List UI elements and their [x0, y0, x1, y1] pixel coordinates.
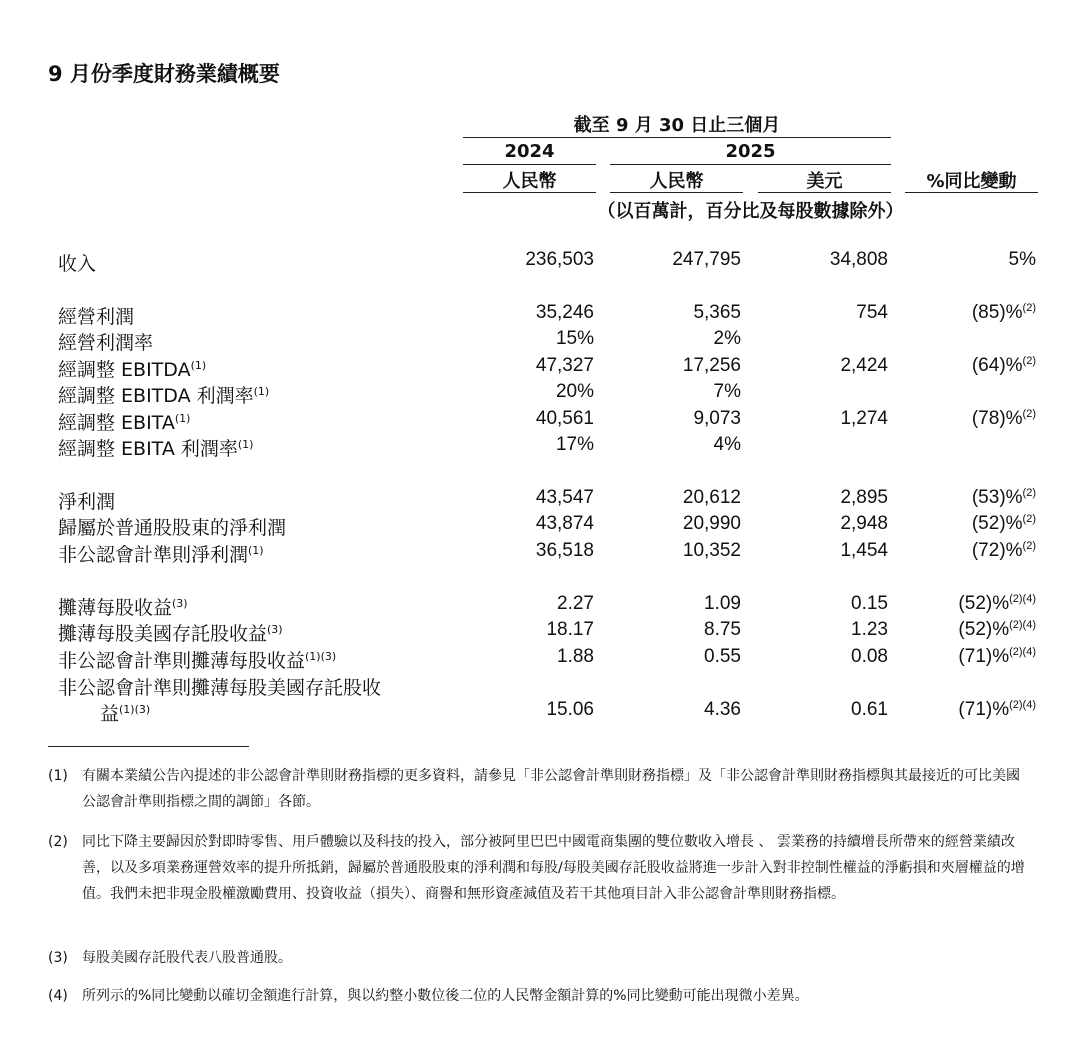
value-2025-usd: 754 [856, 302, 888, 323]
value-2024: 18.17 [546, 619, 594, 640]
footnote-text: 每股美國存託股代表八股普通股。 [82, 950, 292, 966]
page-title: 9 月份季度財務業績概要 [48, 62, 280, 86]
value-2025-rmb: 8.75 [704, 619, 741, 640]
value-2024: 47,327 [535, 355, 594, 376]
yoy-footnote-ref: (2)(4) [1009, 619, 1036, 631]
yoy-footnote-ref: (2)(4) [1009, 699, 1036, 711]
row-label: 淨利潤 [58, 491, 116, 513]
yoy-footnote-ref: (2) [1022, 487, 1036, 499]
value-2024: 35,246 [535, 302, 594, 323]
row-label-footnote-ref: (1) [253, 385, 270, 398]
value-2025-usd: 0.08 [851, 646, 888, 667]
value-2024: 15% [555, 328, 594, 349]
value-2024: 20% [555, 381, 594, 402]
row-label: 攤薄每股美國存託股收益$^{(3)}$ [58, 623, 283, 645]
table-row [0, 646, 1067, 672]
value-2024: 43,547 [535, 487, 594, 508]
row-label: 經營利潤 [58, 306, 135, 328]
yoy-footnote-ref: (2) [1022, 302, 1036, 314]
row-label-footnote-ref: (1)(3) [305, 650, 337, 663]
value-2024: 43,874 [535, 513, 594, 534]
row-label-footnote-ref: (1)(3) [119, 703, 151, 716]
value-2024: 17% [555, 434, 594, 455]
currency-2025-usd-header: 美元 [806, 171, 843, 192]
value-2024: 2.27 [557, 593, 594, 614]
table-row [0, 408, 1067, 434]
row-label: 歸屬於普通股股東的淨利潤 [58, 517, 287, 539]
row-label-footnote-ref: (1) [248, 544, 264, 557]
footnote-number: (1) [48, 768, 68, 784]
value-yoy: (53)%$^{(2)}$ [971, 487, 1036, 508]
row-label: 收入 [58, 253, 97, 275]
footnote-text: 同比下降主要歸因於對即時零售、用戶體驗以及科技的投入，部分被阿里巴巴中國電商集團的雙位數收入增長 、 雲業務的持續增長所帶來的經營業績改善，以及多項業務運營效率的提升所抵銷，歸屬於普通股股東的淨利潤和每股/每股美國存託股收益將進一步計入對非控制性權益的淨虧損和夾層權益的增值。我們未把非現金股權激勵費用、投資收益（損失）、商譽和無形資產減值及若干其他項目計入非公認會計準則財務指標。 [82, 834, 1025, 902]
period-header: 截至 9 月 30 日止三個月 [573, 115, 781, 136]
value-2025-rmb: 20,990 [682, 513, 741, 534]
value-2025-rmb: 5,365 [693, 302, 741, 323]
currency-2024-header: 人民幣 [502, 171, 557, 192]
value-2025-rmb: 4.36 [704, 699, 741, 720]
table-row [0, 540, 1067, 566]
unit-note: （以百萬計，百分比及每股數據除外） [597, 201, 904, 222]
footnote-text: 所列示的%同比變動以確切金額進行計算，與以約整小數位後二位的人民幣金額計算的%同比變動可能出現微小差異。 [82, 988, 809, 1004]
value-2025-rmb: 4% [713, 434, 741, 455]
value-2025-usd: 2,948 [840, 513, 888, 534]
value-2025-rmb: 9,073 [693, 408, 741, 429]
row-label: 非公認會計準則攤薄每股收益$^{(1)(3)}$ [58, 650, 337, 672]
value-2025-rmb: 2% [713, 328, 741, 349]
currency-2024-rule [463, 192, 596, 193]
footnote [48, 763, 1028, 815]
row-label: 經調整 EBITA 利潤率$^{(1)}$ [58, 438, 254, 460]
footnote-text: 有關本業績公告內提述的非公認會計準則財務指標的更多資料，請參見「非公認會計準則財務指標」及「非公認會計準則財務指標與其最接近的可比美國公認會計準則指標之間的調節」各節。 [82, 768, 1020, 810]
value-yoy: (52)%$^{(2)}$ [971, 513, 1036, 534]
row-label-footnote-ref: (1) [237, 438, 254, 451]
footnote [48, 829, 1028, 907]
row-label: 非公認會計準則攤薄每股美國存託股收 [58, 677, 382, 699]
value-2025-rmb: 1.09 [704, 593, 741, 614]
year-2025-header: 2025 [725, 141, 776, 162]
value-yoy: (52)%$^{(2)(4)}$ [958, 593, 1036, 614]
row-label-continuation: 益$^{(1)(3)}$ [100, 703, 151, 725]
value-2024: 40,561 [535, 408, 594, 429]
table-row [0, 302, 1067, 328]
yoy-footnote-ref: (2) [1022, 513, 1036, 525]
footnote-number: (4) [48, 988, 68, 1004]
value-2025-usd: 34,808 [829, 249, 888, 270]
table-row [0, 328, 1067, 354]
value-yoy: (71)%$^{(2)(4)}$ [958, 646, 1036, 667]
value-yoy: (64)%$^{(2)}$ [971, 355, 1036, 376]
value-2025-usd: 2,895 [840, 487, 888, 508]
value-2025-rmb: 7% [713, 381, 741, 402]
currency-2025-rmb-header: 人民幣 [649, 171, 704, 192]
row-label: 經調整 EBITA$^{(1)}$ [58, 412, 191, 434]
yoy-footnote-ref: (2) [1022, 540, 1036, 552]
table-row [0, 355, 1067, 381]
value-2025-usd: 1,454 [840, 540, 888, 561]
row-label-footnote-ref: (3) [172, 597, 188, 610]
value-yoy: (72)%$^{(2)}$ [971, 540, 1036, 561]
footnote-number: (3) [48, 950, 68, 966]
currency-2025-rmb-rule [610, 192, 743, 193]
value-2025-rmb: 0.55 [704, 646, 741, 667]
yoy-footnote-ref: (2)(4) [1009, 646, 1036, 658]
row-label: 非公認會計準則淨利潤$^{(1)}$ [58, 544, 264, 566]
table-row [0, 619, 1067, 645]
table-row [0, 513, 1067, 539]
value-2024: 15.06 [546, 699, 594, 720]
value-2025-rmb: 10,352 [682, 540, 741, 561]
yoy-header: %同比變動 [926, 171, 1017, 192]
footnote-rule [48, 746, 249, 747]
footnote-number: (2) [48, 834, 68, 850]
yoy-footnote-ref: (2) [1022, 355, 1036, 367]
row-label: 經營利潤率 [58, 332, 154, 354]
value-yoy: (71)%$^{(2)(4)}$ [958, 699, 1036, 720]
table-row [0, 487, 1067, 513]
value-yoy: 5% [1008, 249, 1036, 270]
table-row [0, 593, 1067, 619]
value-2024: 1.88 [557, 646, 594, 667]
value-2025-rmb: 247,795 [672, 249, 741, 270]
table-row [0, 381, 1067, 407]
value-yoy: (78)%$^{(2)}$ [971, 408, 1036, 429]
value-2025-usd: 2,424 [840, 355, 888, 376]
period-rule [463, 137, 891, 138]
value-yoy: (85)%$^{(2)}$ [971, 302, 1036, 323]
value-2024: 236,503 [525, 249, 594, 270]
row-label: 經調整 EBITDA 利潤率$^{(1)}$ [58, 385, 270, 407]
yoy-footnote-ref: (2)(4) [1009, 593, 1036, 605]
value-2025-usd: 1,274 [840, 408, 888, 429]
value-2025-usd: 0.61 [851, 699, 888, 720]
table-row [0, 249, 1067, 275]
value-2025-usd: 0.15 [851, 593, 888, 614]
value-2025-rmb: 20,612 [682, 487, 741, 508]
row-label-footnote-ref: (1) [190, 359, 207, 372]
value-yoy: (52)%$^{(2)(4)}$ [958, 619, 1036, 640]
row-label: 攤薄每股收益$^{(3)}$ [58, 597, 188, 619]
currency-2025-usd-rule [758, 192, 891, 193]
year-2025-rule [610, 164, 891, 165]
row-label-footnote-ref: (1) [174, 412, 191, 425]
table-row [0, 434, 1067, 460]
footnote [48, 945, 1028, 971]
value-2025-usd: 1.23 [851, 619, 888, 640]
value-2025-rmb: 17,256 [682, 355, 741, 376]
table-row [0, 677, 1067, 725]
yoy-rule [905, 192, 1038, 193]
yoy-footnote-ref: (2) [1022, 408, 1036, 420]
row-label-footnote-ref: (3) [267, 623, 283, 636]
row-label: 經調整 EBITDA$^{(1)}$ [58, 359, 207, 381]
value-2024: 36,518 [535, 540, 594, 561]
year-2024-rule [463, 164, 596, 165]
year-2024-header: 2024 [504, 141, 555, 162]
footnote [48, 983, 1028, 1009]
